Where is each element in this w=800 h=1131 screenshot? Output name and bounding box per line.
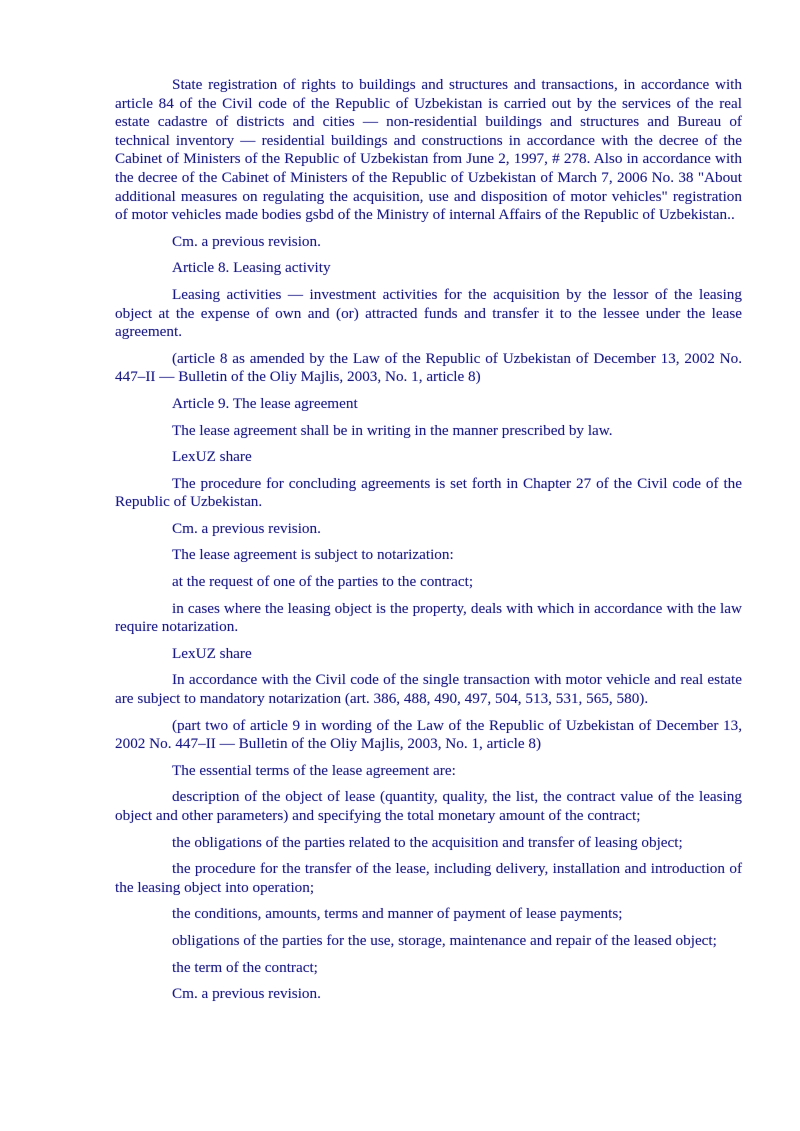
paragraph-object-description: description of the object of lease (quantity, quality, the list, the contract value of the leasing object and other parameters) and specifying the total monetary amount of the contract; [115, 788, 742, 824]
paragraph-payment-conditions: the conditions, amounts, terms and manner of payment of lease payments; [172, 905, 623, 923]
paragraph-state-registration: State registration of rights to buildings and structures and transactions, in accordance with article 84 of the Civil code of the Republic of Uzbekistan is carried out by the services of the real estate cadastre of districts and cities — non-residential buildings and structures and Bureau of technical inventory — residential buildings and constructions in accordance with the decree of the Cabinet of Ministers of the Republic of Uzbekistan from June 2, 1997, # 278. Also in accordance with the decree of the Cabinet of Ministers of the Republic of Uzbekistan of March 7, 2006 No. 38 "About additional measures on regulating the acquisition, use and disposition of motor vehicles" registration of motor vehicles made bodies gsbd of the Ministry of internal Affairs of the Republic of Uzbekistan.. [115, 76, 742, 224]
paragraph-notarization: The lease agreement is subject to notarization: [172, 546, 454, 564]
previous-revision-link[interactable]: Cm. a previous revision. [172, 985, 321, 1003]
paragraph-written-form: The lease agreement shall be in writing in the manner prescribed by law. [172, 421, 613, 439]
paragraph-transfer-procedure: the procedure for the transfer of the lease, including delivery, installation and introduction of the leasing object into operation; [115, 860, 742, 896]
lexuz-share-link[interactable]: LexUZ share [172, 448, 252, 466]
paragraph-article-8-amendment: (article 8 as amended by the Law of the Republic of Uzbekistan of December 13, 2002 No. 447–II — Bulletin of the Oliy Majlis, 2003, No. 1, article 8) [115, 349, 742, 386]
paragraph-in-cases: in cases where the leasing object is the property, deals with which in accordance with the law require notarization. [115, 599, 742, 636]
article-9-heading: Article 9. The lease agreement [172, 394, 358, 412]
paragraph-contract-term: the term of the contract; [172, 958, 318, 976]
paragraph-part-two-amendment: (part two of article 9 in wording of the Law of the Republic of Uzbekistan of December 13, 2002 No. 447–II — Bulletin of the Oliy Majlis, 2003, No. 1, article 8) [115, 716, 742, 753]
previous-revision-link[interactable]: Cm. a previous revision. [172, 519, 321, 537]
lexuz-share-link[interactable]: LexUZ share [172, 644, 252, 662]
document-page [115, 76, 742, 1012]
paragraph-obligations-use: obligations of the parties for the use, storage, maintenance and repair of the leased object; [172, 931, 717, 949]
paragraph-leasing-activities: Leasing activities — investment activities for the acquisition by the lessor of the leasing object at the expense of own and (or) attracted funds and transfer it to the lessee under the lease agreement. [115, 285, 742, 341]
paragraph-concluding-procedure: The procedure for concluding agreements is set forth in Chapter 27 of the Civil code of the Republic of Uzbekistan. [115, 474, 742, 511]
previous-revision-link[interactable]: Cm. a previous revision. [172, 232, 321, 250]
article-8-heading: Article 8. Leasing activity [172, 259, 331, 277]
paragraph-civil-code-transactions: In accordance with the Civil code of the single transaction with motor vehicle and real estate are subject to mandatory notarization (art. 386, 488, 490, 497, 504, 513, 531, 565, 580). [115, 671, 742, 708]
paragraph-at-request: at the request of one of the parties to the contract; [172, 573, 474, 591]
paragraph-essential-terms: The essential terms of the lease agreement are: [172, 761, 456, 779]
paragraph-obligations-acquisition: the obligations of the parties related to the acquisition and transfer of leasing object; [172, 833, 683, 851]
